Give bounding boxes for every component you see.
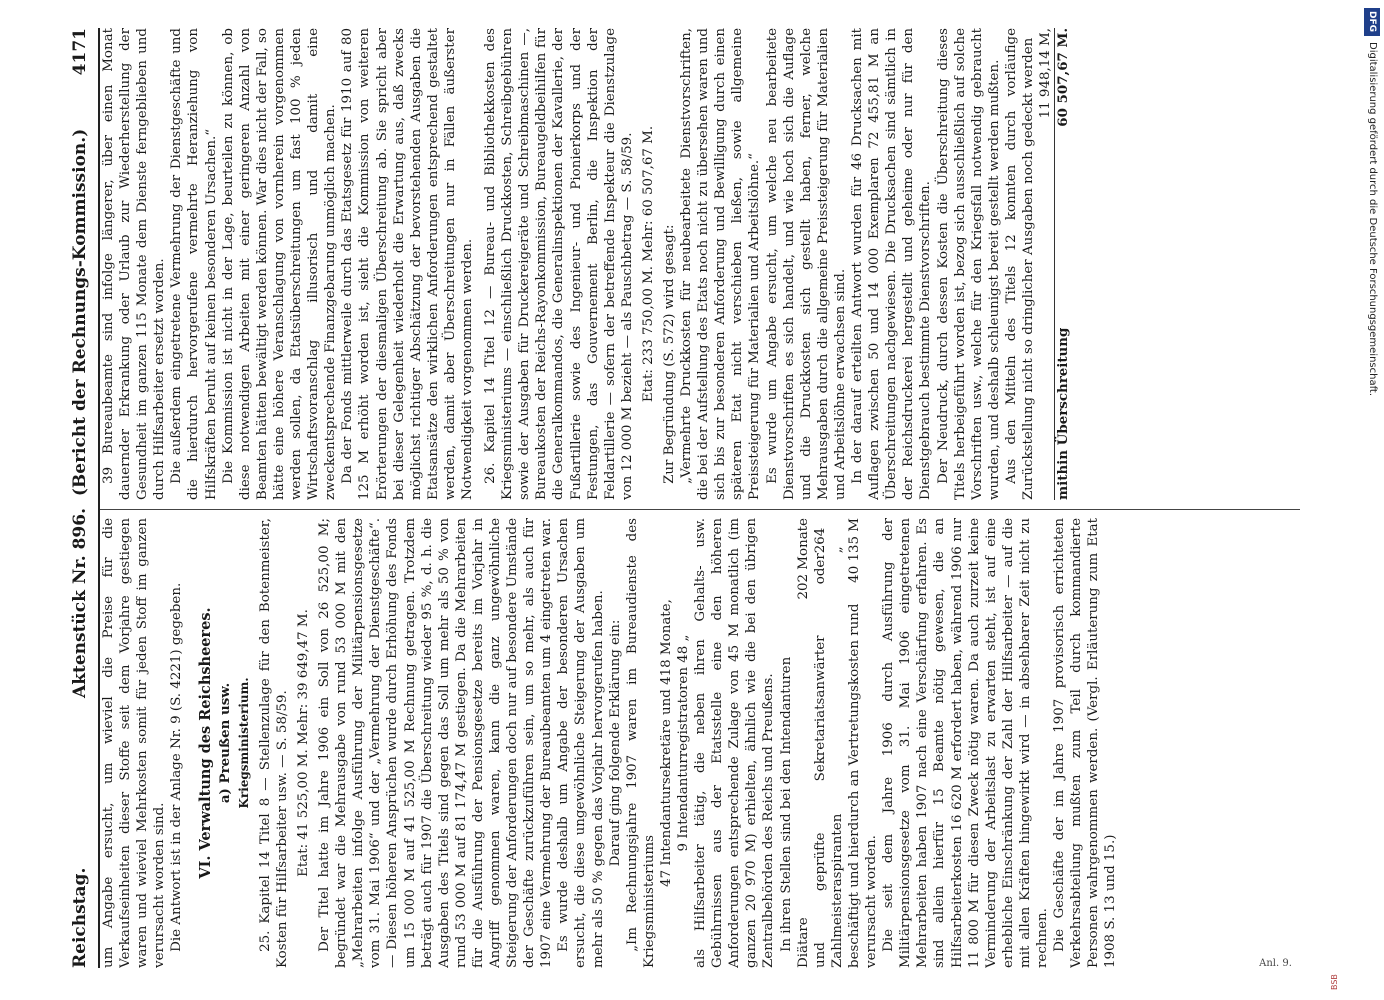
sum-value: 11 948,14 M, <box>1038 28 1054 119</box>
paragraph: „Im Rechnungsjahre 1907 waren im Bureaudienste des Kriegsministeriums <box>624 518 657 968</box>
paragraph: 39 Bureaubeamte sind infolge längerer, über einen Monat dauernder Erkrankung oder Urlaub zur Wiederherstellung der Gesundheit im ganzen 115 Monate dem Dienste ferngeblieben und durch Hilfsarbeiter ersetzt worden. <box>101 28 168 500</box>
paragraph: Die Antwort ist in der Anlage Nr. 9 (S. 4221) gegeben. <box>169 582 185 952</box>
paragraph: verursacht worden. <box>864 835 880 968</box>
header-document-number: Aktenstück Nr. 896. <box>70 507 90 698</box>
paragraph: Darauf ging folgende Erklärung ein: <box>607 619 623 867</box>
row-value: 264 „ <box>812 527 845 554</box>
right-column <box>100 28 1300 500</box>
paragraph: Die Geschäfte der im Jahre 1907 provisorisch errichteten Verkehrsabteilung mußten zum Teil durch kommandierte Personen wahrgenommen werden. (Vergl. Erläuterung zum Etat 1908 S. 13 und 15.) <box>1052 518 1119 968</box>
dfg-logo-icon: DFG <box>1364 8 1380 36</box>
paragraph: In ihren Stellen sind bei den Intendanturen <box>778 656 794 952</box>
etat-line: Etat: 41 525,00 M. Mehr: 39 649,47 M. <box>295 609 311 877</box>
margin-note: Anl. 9. <box>1259 958 1292 970</box>
paragraph: Die seit dem Jahre 1906 durch Ausführung der Militärpensionsgesetze vom 31. Mai 1906 eingetretenen Mehrarbeiten haben 1907 nach eine Verschärfung erfahren. Es sind allein hierfür 15 Beamte nötig gewesen, die an Hilfsarbeiterkosten 16 620 M erfordert haben, während 1906 nur 11 800 M für diesen Zweck nötig waren. Da auch zurzeit keine Verminderung der Arbeitslast zu erwarten steht, ist auf eine erhebliche Einschränkung der Zahl der Hilfsarbeiter — auf die mit allen Kräften hingewirkt wird — in absehbarer Zeit nicht zu rechnen. <box>881 518 1050 968</box>
paragraph: Der Titel hatte im Jahre 1906 ein Soll von 26 525,00 M; begründet war die Mehrausgabe von rund 53 000 M mit den „Mehrarbeiten infolge Ausführung der Militärpensionsgesetze vom 31. Mai 1906“ und der „Vermehrung der Dienstgeschäfte“. — Diesen höheren Ansprüchen wurde durch Erhöhung des Fonds um 15 000 M auf 41 525,00 M Rechnung getragen. Trotzdem beträgt auch für 1907 die Überschreitung wieder 95 %, d. h. die Ausgaben des Titels sind gegen das Soll um mehr als 50 % von rund 53 000 M auf 81 174,47 M gestiegen. Da die Mehrarbeiten für die Ausführung der Pensionsgesetze bereits im Vorjahr in Angriff genommen waren, kann die ganz ungewöhnliche Steigerung der Anforderungen doch nur auf besondere Umstände der Geschäfte zurückzuführen sein, um so mehr, als auch für 1907 eine Vermehrung der Bureaubeamten um 4 eingetreten war. <box>317 518 555 968</box>
paragraph: Es wurde um Angabe ersucht, um welche neu bearbeitete Dienstvorschriften es sich handelt, und wie hoch sich die Auflage und die Druckkosten sich gestellt haben, ferner, welche Mehrausgaben durch die allgemeine Preissteigerung für Materialien und Arbeitslöhne erwachsen sind. <box>764 28 848 500</box>
sum-row <box>1037 28 1054 500</box>
table-row <box>846 518 863 968</box>
table-row <box>795 518 812 968</box>
subsection-title: a) Preußen usw. <box>216 682 233 804</box>
row-value: 40 135 M <box>846 518 862 583</box>
paragraph: als Hilfsarbeiter tätig, die neben ihren Gehalts- usw. Gebührnissen aus der Etatsstelle eine den höheren Anforderungen entsprechende Zulage von 45 M monatlich (im ganzen 20 970 M) erhielten, ähnlich wie die bei den übrigen Zentralbehörden des Reichs und Preußens. <box>693 518 777 968</box>
column-divider <box>100 509 1300 510</box>
header-left: Reichstag. <box>70 867 90 968</box>
table-row <box>812 518 846 968</box>
paragraph: Die außerdem eingetretene Vermehrung der Dienstgeschäfte und die hierdurch hervorgerufene vermehrte Heranziehung von Hilfskräften beruht auf keinen besonderen Ursachen.“ <box>169 28 219 500</box>
page-header <box>58 28 100 968</box>
paragraph: Die Kommission ist nicht in der Lage, beurteilen zu können, ob diese notwendigen Arbeiten mit einer geringeren Anzahl von Beamten hätten bewältigt werden können. War dies nicht der Fall, so hätte eine höhere Veranschlagung von vornherein vorgenommen werden sollen, da Etatsüberschreitungen um fast 100 % jeden Wirtschaftsvoranschlag illusorisch und damit eine zweckentsprechende Finanzgebarung unmöglich machen. <box>220 28 339 500</box>
total-row <box>1054 28 1072 500</box>
paragraph: Aus den Mitteln des Titels 12 konnten durch vorläufige Zurückstellung nicht so dringlicher Ausgaben noch gedeckt werden <box>1003 28 1036 500</box>
left-column <box>100 518 1300 968</box>
library-mark: BSB <box>1330 974 1339 990</box>
total-label: mithin Überschreitung <box>1055 327 1072 500</box>
page-number: 4171 <box>70 28 90 76</box>
header-bracket: (Bericht der Rechnungs-Kommission.) <box>70 128 90 497</box>
total-value: 60 507,67 M. <box>1055 28 1072 127</box>
row-value: 202 Monate <box>795 518 811 600</box>
row-label: beschäftigt und hierdurch an Vertretungskosten rund <box>846 603 862 968</box>
paragraph: 26. Kapitel 14 Titel 12 — Bureau- und Bibliothekkosten des Kriegsministeriums — einschließlich Druckkosten, Schreibgebühren sowie der Ausgaben für Druckereigeräte und Schreibmaschinen —, Bureaukosten der Reichs-Rayonkommission, Bureaugeldbeihilfen für die Generalkommandos, die Generalinspektionen der Kavallerie, der Fußartillerie sowie des Ingenieur- und Pionierkorps und der Festungen, das Gouvernement Berlin, die Inspektion der Feldartillerie — sofern der betreffende Inspekteur die Dienstzulage von 12 000 M bezieht — als Pauschbetrag — S. 58/59. <box>483 28 635 500</box>
paragraph: Der Neudruck, durch dessen Kosten die Überschreitung dieses Titels herbeigeführt worden ist, bezog sich ausschließlich auf solche Vorschriften usw., welche für den Kriegsfall notwendig gebraucht wurden, und deshalb schleunigst bereit gestellt werden mußten. <box>935 28 1002 500</box>
paragraph: um Angabe ersucht, um wieviel die Preise für die Verkaufseinheiten dieser Stoffe seit dem Vorjahre gestiegen waren und wieviel Mehrkosten somit für jeden Stoff im ganzen verursacht worden sind. <box>101 518 168 968</box>
list-item: 47 Intendantursekretäre und 418 Monate, <box>658 599 674 887</box>
etat-line: Etat: 233 750,00 M. Mehr: 60 507,67 M. <box>640 125 656 403</box>
paragraph: In der darauf erteilten Antwort wurden für 46 Drucksachen mit Auflagen zwischen 50 und 14 000 Exemplaren 72 455,81 M an Überschreitungen nachgewiesen. Die Drucksachen sind sämtlich in der Reichsdruckerei hergestellt und geheime oder nur für den Dienstgebrauch bestimmte Dienstvorschriften. <box>850 28 934 500</box>
paragraph: Es wurde deshalb um Angabe der besonderen Ursachen ersucht, die diese ungewöhnliche Steigerung der Ausgaben um mehr als 50 % gegen das Vorjahr hervorgerufen haben. <box>556 518 606 968</box>
paragraph: Da der Fonds mittlerweile durch das Etatsgesetz für 1910 auf 80 125 M erhöht worden ist, sieht die Kommission von weiteren Erörterungen der diesmaligen Überschreitung ab. Sie spricht aber bei dieser Gelegenheit wiederholt die Erwartung aus, daß zwecks möglichst richtiger Abschätzung der bevorstehenden Ausgaben die Etatsansätze den wirklichen Anforderungen entsprechend gestaltet werden, damit aber Überschreitungen nur in Fällen äußerster Notwendigkeit vorgenommen werden. <box>340 28 475 500</box>
row-label: und geprüfte Sekretariatsanwärter oder Zahlmeisteraspiranten <box>812 553 845 968</box>
funding-strip <box>1364 8 1380 992</box>
list-item: 9 Intendanturregistratoren 48 „ <box>676 634 691 852</box>
section-title: VI. Verwaltung des Reichsheeres. <box>197 607 215 879</box>
paragraph: 25. Kapitel 14 Titel 8 — Stellenzulage für den Botenmeister, Kosten für Hilfsarbeiter usw. — S. 58/59. <box>257 518 290 968</box>
header-center <box>70 129 90 698</box>
quote-paragraph: „Vermehrte Druckkosten für neubearbeitete Dienstvorschriften, die bei der Aufstellung des Etats noch nicht zu übersehen waren und sich bis zur besonderen Anforderung und Bewilligung durch einen späteren Etat nicht verschieben ließen, sowie allgemeine Preissteigerung für Materialien und Arbeitslöhne.“ <box>679 28 763 500</box>
paragraph: Zur Begründung (S. 572) wird gesagt: <box>662 224 677 484</box>
funding-notice: Digitalisierung gefördert durch die Deutsche Forschungsgemeinschaft. <box>1367 42 1378 397</box>
row-label: Diätare <box>795 917 811 968</box>
ministry-heading: Kriegsministerium. <box>236 677 251 809</box>
